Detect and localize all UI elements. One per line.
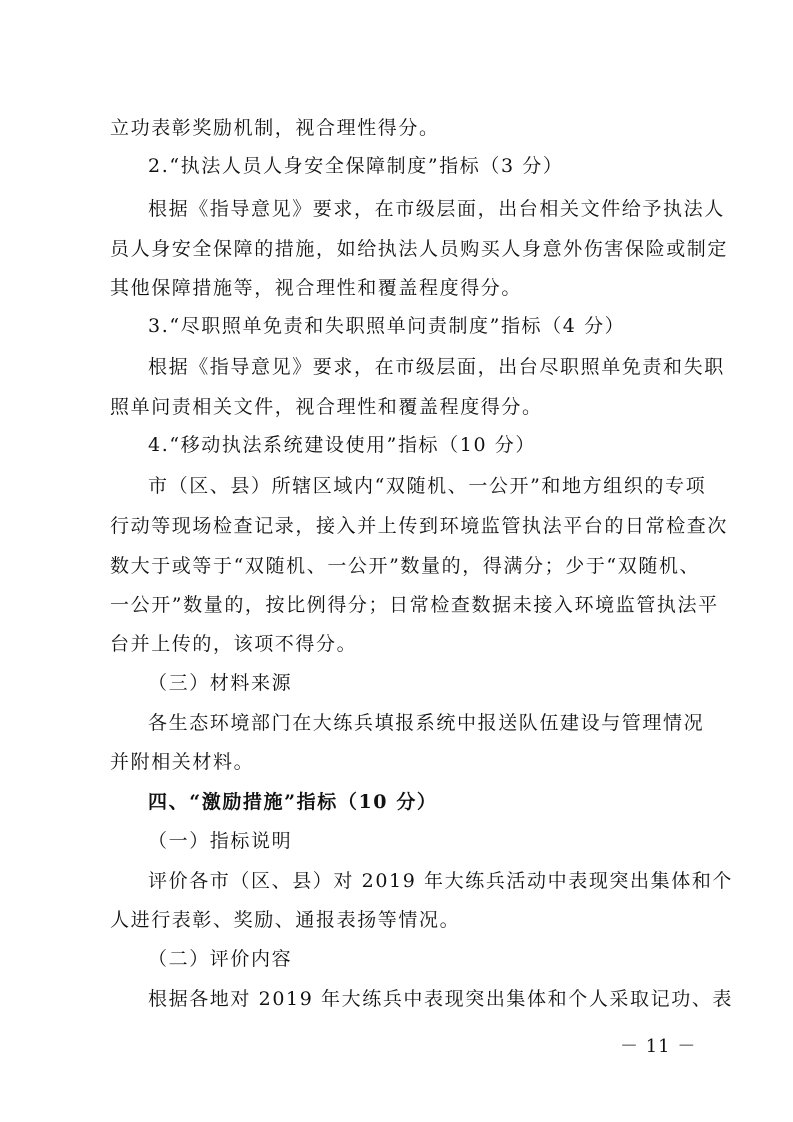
item-heading: 2.“执法人员人身安全保障制度”指标（3 分）: [148, 155, 564, 177]
paragraph-line: 市（区、县）所辖区域内“双随机、一公开”和地方组织的专项: [148, 475, 707, 497]
paragraph-line: 台并上传的，该项不得分。: [110, 633, 358, 655]
paragraph-line: 根据《指导意见》要求，在市级层面，出台相关文件给予执法人: [148, 198, 725, 220]
main-section-heading: 四、“激励措施”指标（10 分）: [148, 791, 438, 813]
section-heading: （三）材料来源: [148, 672, 293, 694]
section-heading: （一）指标说明: [148, 830, 293, 852]
item-heading: 3.“尽职照单免责和失职照单问责制度”指标（4 分）: [148, 315, 626, 337]
paragraph-line: 根据各地对 2019 年大练兵中表现突出集体和个人采取记功、表: [148, 988, 734, 1010]
item-heading: 4.“移动执法系统建设使用”指标（10 分）: [148, 434, 536, 456]
paragraph-line: 评价各市（区、县）对 2019 年大练兵活动中表现突出集体和个: [148, 870, 734, 892]
paragraph-line: 各生态环境部门在大练兵填报系统中报送队伍建设与管理情况: [148, 712, 705, 734]
paragraph-line: 根据《指导意见》要求，在市级层面，出台尽职照单免责和失职: [148, 356, 725, 378]
paragraph-line: 数大于或等于“双随机、一公开”数量的，得满分；少于“双随机、: [110, 555, 701, 577]
paragraph-line: 一公开”数量的，按比例得分；日常检查数据未接入环境监管执法平: [110, 594, 719, 616]
paragraph-line: 员人身安全保障的措施，如给执法人员购买人身意外伤害保险或制定: [110, 238, 729, 260]
paragraph-line: 其他保障措施等，视合理性和覆盖程度得分。: [110, 277, 523, 299]
paragraph-line: 行动等现场检查记录，接入并上传到环境监管执法平台的日常检查次: [110, 515, 729, 537]
paragraph-line: 照单问责相关文件，视合理性和覆盖程度得分。: [110, 396, 543, 418]
paragraph-line: 立功表彰奖励机制，视合理性得分。: [110, 117, 440, 139]
paragraph-line: 并附相关材料。: [110, 751, 255, 773]
paragraph-line: 人进行表彰、奖励、通报表扬等情况。: [110, 909, 461, 931]
section-heading: （二）评价内容: [148, 948, 293, 970]
page-number: － 11 －: [620, 1036, 697, 1057]
